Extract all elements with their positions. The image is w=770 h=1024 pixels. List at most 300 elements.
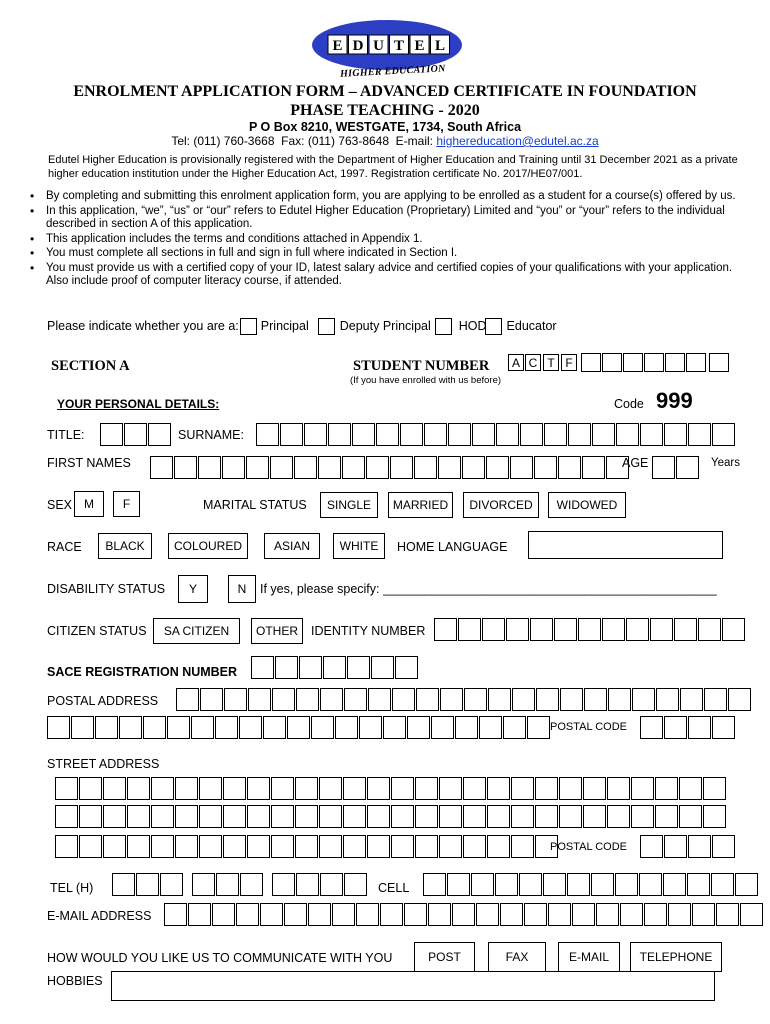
char-cell[interactable] — [640, 835, 663, 858]
char-cell[interactable] — [620, 903, 643, 926]
char-cell[interactable] — [299, 656, 322, 679]
char-cell[interactable] — [55, 777, 78, 800]
disability-option-no[interactable]: N — [228, 575, 256, 603]
street-address-line1[interactable] — [55, 777, 726, 800]
char-cell[interactable] — [644, 903, 667, 926]
char-cell[interactable] — [476, 903, 499, 926]
char-cell[interactable] — [488, 688, 511, 711]
char-cell[interactable] — [295, 777, 318, 800]
char-cell[interactable] — [664, 716, 687, 739]
char-cell[interactable] — [103, 835, 126, 858]
char-cell[interactable] — [568, 423, 591, 446]
email-address-input[interactable] — [164, 903, 763, 926]
char-cell[interactable] — [608, 688, 631, 711]
char-cell[interactable] — [215, 716, 238, 739]
char-cell[interactable] — [415, 777, 438, 800]
marital-option-married[interactable]: MARRIED — [388, 492, 453, 518]
char-cell[interactable] — [519, 873, 542, 896]
char-cell[interactable] — [482, 618, 505, 641]
char-cell[interactable] — [191, 716, 214, 739]
char-cell[interactable] — [438, 456, 461, 479]
char-cell[interactable] — [222, 456, 245, 479]
char-cell[interactable] — [390, 456, 413, 479]
char-cell[interactable] — [404, 903, 427, 926]
race-option-asian[interactable]: ASIAN — [264, 533, 320, 559]
char-cell[interactable] — [55, 805, 78, 828]
communicate-option-telephone[interactable]: TELEPHONE — [630, 942, 722, 972]
char-cell[interactable] — [287, 716, 310, 739]
char-cell[interactable] — [602, 353, 622, 372]
char-cell[interactable] — [247, 835, 270, 858]
char-cell[interactable] — [676, 456, 699, 479]
race-option-white[interactable]: WHITE — [333, 533, 385, 559]
char-cell[interactable] — [296, 688, 319, 711]
hobbies-input[interactable] — [111, 971, 715, 1001]
char-cell[interactable] — [367, 835, 390, 858]
char-cell[interactable] — [284, 903, 307, 926]
char-cell[interactable] — [543, 873, 566, 896]
char-cell[interactable] — [352, 423, 375, 446]
char-cell[interactable] — [664, 835, 687, 858]
hod-checkbox[interactable] — [435, 318, 452, 335]
char-cell[interactable] — [176, 688, 199, 711]
char-cell[interactable] — [602, 618, 625, 641]
char-cell[interactable] — [439, 777, 462, 800]
sace-registration-input[interactable] — [251, 656, 418, 679]
char-cell[interactable] — [368, 688, 391, 711]
char-cell[interactable] — [344, 873, 367, 896]
marital-option-single[interactable]: SINGLE — [320, 492, 378, 518]
char-cell[interactable] — [534, 456, 557, 479]
char-cell[interactable] — [188, 903, 211, 926]
char-cell[interactable] — [256, 423, 279, 446]
marital-option-widowed[interactable]: WIDOWED — [548, 492, 626, 518]
char-cell[interactable] — [223, 835, 246, 858]
char-cell[interactable] — [455, 716, 478, 739]
char-cell[interactable] — [626, 618, 649, 641]
char-cell[interactable] — [644, 353, 664, 372]
char-cell[interactable] — [536, 688, 559, 711]
char-cell[interactable] — [688, 835, 711, 858]
char-cell[interactable] — [535, 805, 558, 828]
char-cell[interactable] — [567, 873, 590, 896]
char-cell[interactable] — [199, 777, 222, 800]
char-cell[interactable] — [343, 805, 366, 828]
char-cell[interactable] — [623, 353, 643, 372]
char-cell[interactable] — [471, 873, 494, 896]
char-cell[interactable] — [174, 456, 197, 479]
char-cell[interactable] — [463, 805, 486, 828]
char-cell[interactable] — [148, 423, 171, 446]
char-cell[interactable] — [192, 873, 215, 896]
char-cell[interactable] — [415, 835, 438, 858]
citizen-option-sa-citizen[interactable]: SA CITIZEN — [153, 618, 240, 644]
char-cell[interactable] — [212, 903, 235, 926]
char-cell[interactable] — [548, 903, 571, 926]
char-cell[interactable] — [175, 805, 198, 828]
char-cell[interactable] — [271, 805, 294, 828]
char-cell[interactable] — [559, 805, 582, 828]
char-cell[interactable] — [270, 456, 293, 479]
char-cell[interactable] — [558, 456, 581, 479]
char-cell[interactable] — [680, 688, 703, 711]
char-cell[interactable] — [704, 688, 727, 711]
char-cell[interactable] — [395, 656, 418, 679]
char-cell[interactable] — [55, 835, 78, 858]
char-cell[interactable] — [596, 903, 619, 926]
char-cell[interactable] — [506, 618, 529, 641]
char-cell[interactable] — [318, 456, 341, 479]
char-cell[interactable] — [199, 835, 222, 858]
char-cell[interactable] — [530, 618, 553, 641]
communicate-option-post[interactable]: POST — [414, 942, 475, 972]
char-cell[interactable] — [263, 716, 286, 739]
char-cell[interactable] — [496, 423, 519, 446]
char-cell[interactable] — [554, 618, 577, 641]
char-cell[interactable] — [247, 777, 270, 800]
char-cell[interactable] — [200, 688, 223, 711]
char-cell[interactable] — [112, 873, 135, 896]
char-cell[interactable] — [640, 423, 663, 446]
char-cell[interactable] — [716, 903, 739, 926]
char-cell[interactable] — [511, 835, 534, 858]
char-cell[interactable] — [103, 777, 126, 800]
char-cell[interactable] — [343, 777, 366, 800]
char-cell[interactable] — [414, 456, 437, 479]
char-cell[interactable] — [472, 423, 495, 446]
char-cell[interactable] — [400, 423, 423, 446]
char-cell[interactable] — [688, 423, 711, 446]
char-cell[interactable] — [674, 618, 697, 641]
char-cell[interactable] — [308, 903, 331, 926]
char-cell[interactable] — [71, 716, 94, 739]
char-cell[interactable] — [503, 716, 526, 739]
char-cell[interactable] — [655, 805, 678, 828]
char-cell[interactable] — [280, 423, 303, 446]
char-cell[interactable] — [584, 688, 607, 711]
char-cell[interactable] — [367, 777, 390, 800]
char-cell[interactable] — [391, 777, 414, 800]
char-cell[interactable] — [487, 805, 510, 828]
char-cell[interactable] — [391, 835, 414, 858]
communicate-option-email[interactable]: E-MAIL — [558, 942, 620, 972]
char-cell[interactable] — [150, 456, 173, 479]
char-cell[interactable] — [167, 716, 190, 739]
surname-input[interactable] — [256, 423, 735, 446]
char-cell[interactable] — [103, 805, 126, 828]
char-cell[interactable] — [359, 716, 382, 739]
char-cell[interactable] — [434, 618, 457, 641]
postal-address-line2[interactable] — [47, 716, 550, 739]
char-cell[interactable] — [260, 903, 283, 926]
citizen-option-other[interactable]: OTHER — [251, 618, 303, 644]
char-cell[interactable] — [463, 835, 486, 858]
deputy-principal-checkbox[interactable] — [318, 318, 335, 335]
disability-option-yes[interactable]: Y — [178, 575, 208, 603]
char-cell[interactable] — [175, 777, 198, 800]
char-cell[interactable] — [151, 805, 174, 828]
char-cell[interactable] — [652, 456, 675, 479]
char-cell[interactable] — [464, 688, 487, 711]
char-cell[interactable] — [687, 873, 710, 896]
char-cell[interactable] — [615, 873, 638, 896]
char-cell[interactable] — [151, 777, 174, 800]
char-cell[interactable] — [572, 903, 595, 926]
char-cell[interactable] — [198, 456, 221, 479]
char-cell[interactable] — [578, 618, 601, 641]
char-cell[interactable] — [520, 423, 543, 446]
char-cell[interactable] — [319, 777, 342, 800]
char-cell[interactable] — [251, 656, 274, 679]
char-cell[interactable] — [679, 805, 702, 828]
identity-number-input[interactable] — [434, 618, 745, 641]
char-cell[interactable] — [692, 903, 715, 926]
char-cell[interactable] — [356, 903, 379, 926]
char-cell[interactable] — [127, 835, 150, 858]
race-option-black[interactable]: BLACK — [98, 533, 152, 559]
char-cell[interactable] — [344, 688, 367, 711]
char-cell[interactable] — [272, 873, 295, 896]
char-cell[interactable] — [616, 423, 639, 446]
char-cell[interactable] — [439, 835, 462, 858]
char-cell[interactable] — [512, 688, 535, 711]
char-cell[interactable] — [462, 456, 485, 479]
char-cell[interactable] — [224, 688, 247, 711]
char-cell[interactable] — [383, 716, 406, 739]
char-cell[interactable] — [500, 903, 523, 926]
contact-email-link[interactable]: highereducation@edutel.ac.za — [436, 134, 599, 148]
char-cell[interactable] — [100, 423, 123, 446]
char-cell[interactable] — [319, 805, 342, 828]
char-cell[interactable] — [328, 423, 351, 446]
postal-code-input[interactable] — [640, 716, 735, 739]
char-cell[interactable] — [272, 688, 295, 711]
char-cell[interactable] — [119, 716, 142, 739]
char-cell[interactable] — [631, 777, 654, 800]
char-cell[interactable] — [607, 805, 630, 828]
sex-option-m[interactable]: M — [74, 491, 104, 517]
char-cell[interactable] — [560, 688, 583, 711]
char-cell[interactable] — [376, 423, 399, 446]
char-cell[interactable] — [632, 688, 655, 711]
char-cell[interactable] — [127, 805, 150, 828]
char-cell[interactable] — [79, 777, 102, 800]
char-cell[interactable] — [295, 805, 318, 828]
first-names-input[interactable] — [150, 456, 629, 479]
char-cell[interactable] — [416, 688, 439, 711]
char-cell[interactable] — [151, 835, 174, 858]
char-cell[interactable] — [709, 353, 729, 372]
char-cell[interactable] — [665, 353, 685, 372]
char-cell[interactable] — [698, 618, 721, 641]
char-cell[interactable] — [722, 618, 745, 641]
char-cell[interactable] — [524, 903, 547, 926]
char-cell[interactable] — [728, 688, 751, 711]
char-cell[interactable] — [311, 716, 334, 739]
char-cell[interactable] — [581, 353, 601, 372]
char-cell[interactable] — [347, 656, 370, 679]
street-postal-code-input[interactable] — [640, 835, 735, 858]
tel-home-area-code[interactable] — [112, 873, 183, 896]
char-cell[interactable] — [640, 716, 663, 739]
title-input[interactable] — [100, 423, 171, 446]
char-cell[interactable] — [458, 618, 481, 641]
char-cell[interactable] — [275, 656, 298, 679]
code-value: 999 — [656, 388, 693, 413]
char-cell[interactable] — [559, 777, 582, 800]
principal-checkbox[interactable] — [240, 318, 257, 335]
char-cell[interactable] — [295, 835, 318, 858]
form-title — [0, 82, 770, 120]
tel-home-number-part2[interactable] — [272, 873, 367, 896]
age-input[interactable] — [652, 456, 699, 479]
char-cell[interactable] — [199, 805, 222, 828]
char-cell[interactable] — [487, 777, 510, 800]
char-cell[interactable] — [703, 805, 726, 828]
char-cell[interactable] — [415, 805, 438, 828]
char-cell[interactable] — [639, 873, 662, 896]
role-option-principal: Principal — [260, 319, 309, 333]
char-cell[interactable] — [631, 805, 654, 828]
char-cell[interactable] — [127, 777, 150, 800]
char-cell[interactable] — [323, 656, 346, 679]
char-cell[interactable] — [216, 873, 239, 896]
educator-checkbox[interactable] — [485, 318, 502, 335]
char-cell[interactable] — [431, 716, 454, 739]
char-cell[interactable] — [239, 716, 262, 739]
char-cell[interactable] — [424, 423, 447, 446]
char-cell[interactable] — [343, 835, 366, 858]
char-cell[interactable] — [656, 688, 679, 711]
char-cell[interactable] — [495, 873, 518, 896]
char-cell[interactable] — [271, 777, 294, 800]
char-cell[interactable] — [335, 716, 358, 739]
char-cell[interactable] — [124, 423, 147, 446]
char-cell[interactable] — [391, 805, 414, 828]
sex-option-f[interactable]: F — [113, 491, 140, 517]
student-number-check-digit[interactable] — [709, 353, 729, 372]
char-cell[interactable] — [486, 456, 509, 479]
char-cell[interactable] — [591, 873, 614, 896]
char-cell[interactable] — [332, 903, 355, 926]
char-cell[interactable] — [711, 873, 734, 896]
char-cell[interactable] — [320, 873, 343, 896]
char-cell[interactable] — [366, 456, 389, 479]
char-cell[interactable] — [407, 716, 430, 739]
char-cell[interactable] — [479, 716, 502, 739]
char-cell[interactable] — [246, 456, 269, 479]
char-cell[interactable] — [79, 835, 102, 858]
char-cell[interactable] — [164, 903, 187, 926]
char-cell[interactable] — [511, 805, 534, 828]
char-cell[interactable] — [223, 805, 246, 828]
char-cell[interactable] — [380, 903, 403, 926]
char-cell[interactable] — [440, 688, 463, 711]
char-cell[interactable] — [655, 777, 678, 800]
cell-number-input[interactable] — [423, 873, 758, 896]
char-cell[interactable] — [740, 903, 763, 926]
char-cell[interactable] — [544, 423, 567, 446]
char-cell[interactable] — [367, 805, 390, 828]
char-cell[interactable] — [650, 618, 673, 641]
char-cell[interactable] — [423, 873, 446, 896]
street-address-line2[interactable] — [55, 805, 726, 828]
char-cell[interactable] — [143, 716, 166, 739]
char-cell[interactable] — [607, 777, 630, 800]
char-cell[interactable] — [47, 716, 70, 739]
char-cell[interactable] — [160, 873, 183, 896]
marital-option-divorced[interactable]: DIVORCED — [463, 492, 539, 518]
char-cell[interactable] — [439, 805, 462, 828]
char-cell[interactable] — [511, 777, 534, 800]
char-cell[interactable] — [452, 903, 475, 926]
char-cell[interactable] — [236, 903, 259, 926]
char-cell[interactable] — [663, 873, 686, 896]
tel-home-number-part1[interactable] — [192, 873, 263, 896]
char-cell[interactable] — [223, 777, 246, 800]
char-cell[interactable] — [95, 716, 118, 739]
char-cell[interactable] — [294, 456, 317, 479]
char-cell[interactable] — [735, 873, 758, 896]
char-cell[interactable] — [664, 423, 687, 446]
char-cell[interactable] — [712, 716, 735, 739]
role-prompt: Please indicate whether you are a: — [47, 319, 239, 333]
char-cell[interactable] — [527, 716, 550, 739]
char-cell[interactable] — [304, 423, 327, 446]
char-cell[interactable] — [686, 353, 706, 372]
communicate-option-fax[interactable]: FAX — [488, 942, 546, 972]
char-cell[interactable] — [320, 688, 343, 711]
char-cell[interactable] — [582, 456, 605, 479]
char-cell[interactable] — [679, 777, 702, 800]
char-cell[interactable] — [371, 656, 394, 679]
char-cell[interactable] — [583, 777, 606, 800]
char-cell[interactable] — [248, 688, 271, 711]
char-cell[interactable] — [712, 835, 735, 858]
char-cell[interactable] — [247, 805, 270, 828]
char-cell[interactable] — [296, 873, 319, 896]
home-language-input[interactable] — [528, 531, 723, 559]
char-cell[interactable] — [271, 835, 294, 858]
char-cell[interactable] — [583, 805, 606, 828]
disability-specify-field[interactable]: If yes, please specify: ________________________________________________ — [260, 582, 717, 596]
char-cell[interactable] — [175, 835, 198, 858]
char-cell[interactable] — [668, 903, 691, 926]
char-cell[interactable] — [510, 456, 533, 479]
student-number-label: STUDENT NUMBER — [353, 358, 490, 374]
char-cell[interactable] — [79, 805, 102, 828]
char-cell[interactable] — [428, 903, 451, 926]
char-cell[interactable] — [448, 423, 471, 446]
student-number-input[interactable] — [581, 353, 706, 372]
char-cell[interactable] — [592, 423, 615, 446]
char-cell[interactable] — [319, 835, 342, 858]
char-cell[interactable] — [463, 777, 486, 800]
char-cell[interactable] — [487, 835, 510, 858]
char-cell[interactable] — [240, 873, 263, 896]
postal-address-line1[interactable] — [176, 688, 751, 711]
char-cell[interactable] — [447, 873, 470, 896]
char-cell[interactable] — [392, 688, 415, 711]
char-cell[interactable] — [342, 456, 365, 479]
char-cell[interactable] — [703, 777, 726, 800]
street-address-line3[interactable] — [55, 835, 558, 858]
char-cell[interactable] — [712, 423, 735, 446]
char-cell[interactable] — [688, 716, 711, 739]
char-cell[interactable] — [535, 777, 558, 800]
char-cell[interactable] — [136, 873, 159, 896]
race-option-coloured[interactable]: COLOURED — [168, 533, 248, 559]
